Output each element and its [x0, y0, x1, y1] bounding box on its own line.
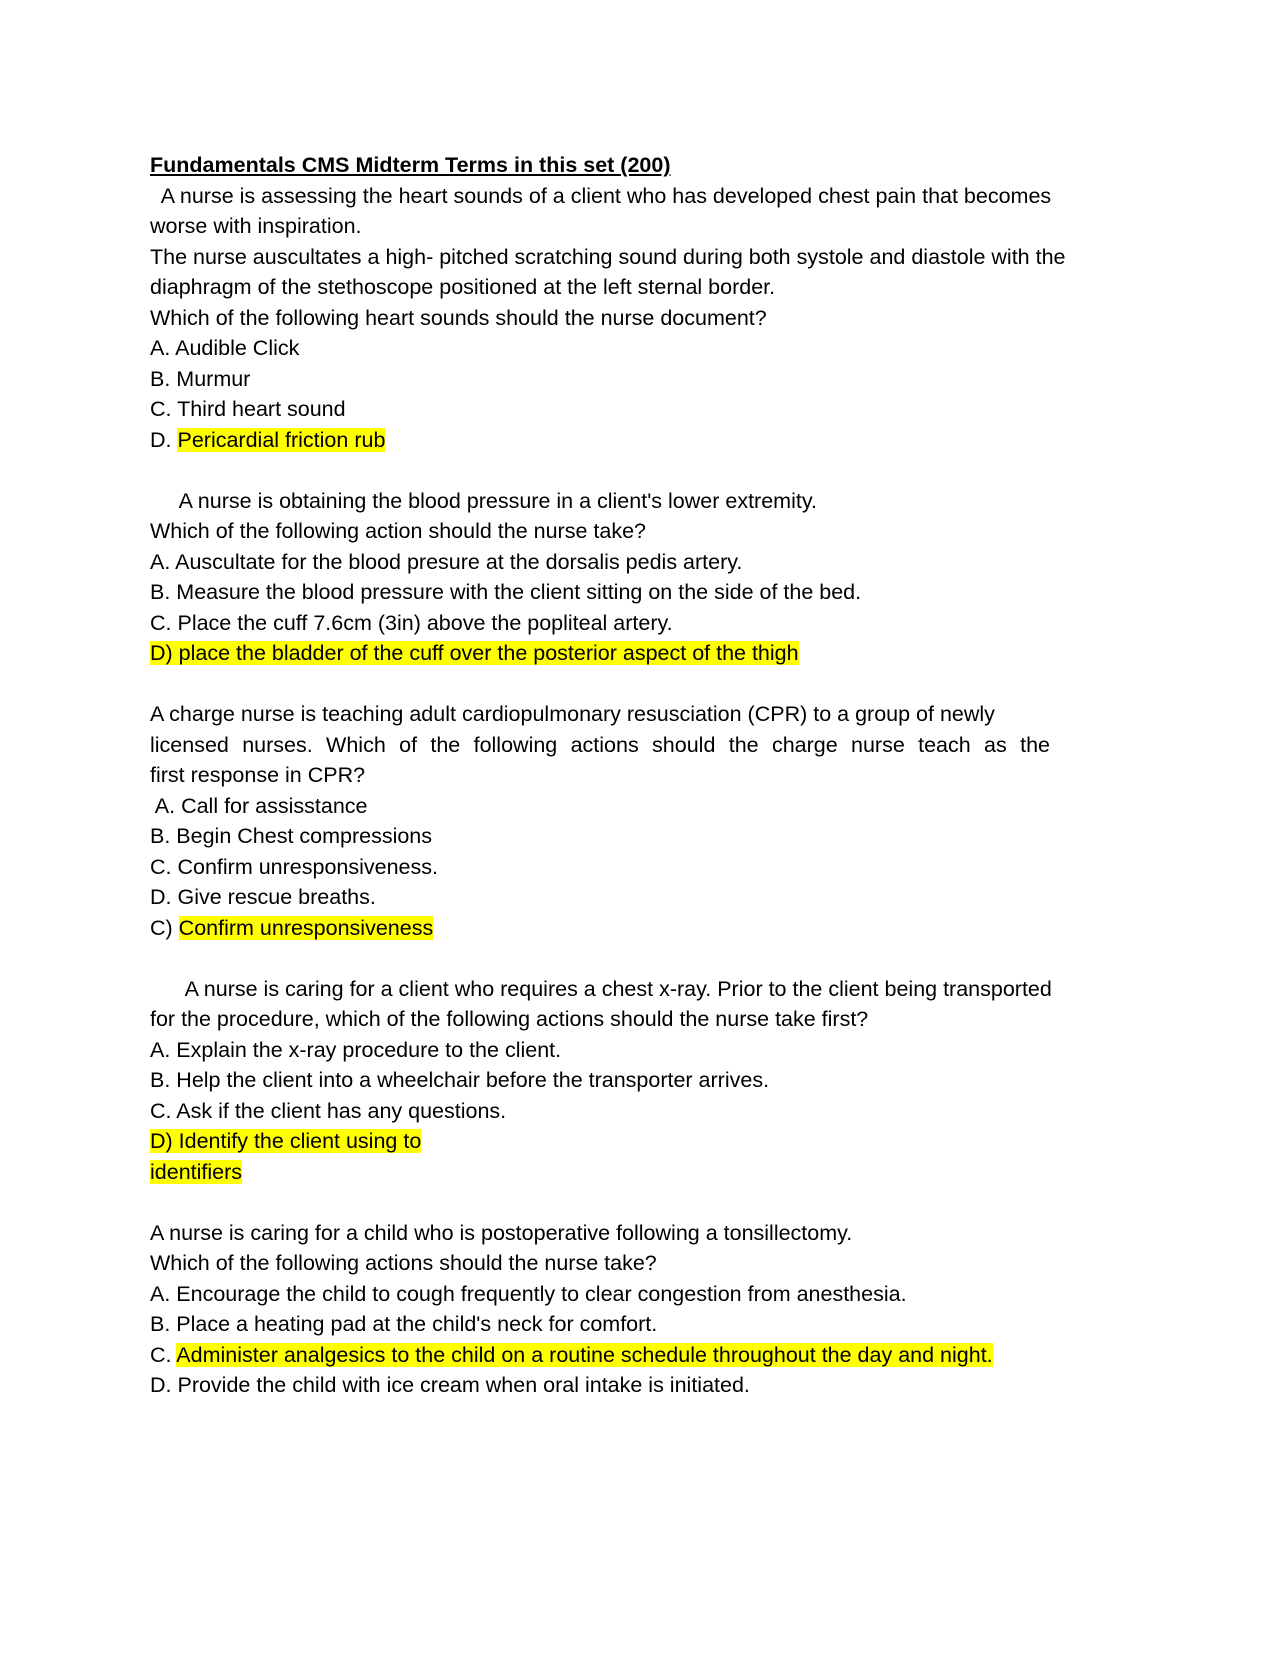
q4-answer-line-1 [150, 1126, 1150, 1157]
q3-answer-line [150, 913, 1150, 944]
q4-option-a: A. Explain the x-ray procedure to the client. [150, 1037, 562, 1062]
spacer [150, 669, 1150, 700]
question-1 [150, 181, 1150, 456]
q2-stem-line-2: Which of the following action should the nurse take? [150, 519, 646, 543]
q5-option-b: B. Place a heating pad at the child's neck for comfort. [150, 1312, 658, 1336]
question-2 [150, 486, 1150, 669]
q4-answer-highlight-1: D) Identify the client using to [150, 1129, 422, 1153]
q4-answer-highlight-2: identifiers [150, 1159, 243, 1184]
q3-stem-line-3: first response in CPR? [150, 763, 366, 787]
q4-option-b: B. Help the client into a wheelchair before the transporter arrives. [150, 1068, 770, 1092]
q5-stem-line-1: A nurse is caring for a child who is postoperative following a tonsillectomy. [150, 1220, 853, 1245]
q1-stem-line-1: A nurse is assessing the heart sounds of a client who has developed chest pain that becomes [150, 183, 1052, 208]
q1-option-c: C. Third heart sound [150, 397, 346, 421]
q3-option-b: B. Begin Chest compressions [150, 824, 433, 848]
q2-option-a: A. Auscultate for the blood presure at the dorsalis pedis artery. [150, 549, 743, 574]
q2-option-c: C. Place the cuff 7.6cm (3in) above the popliteal artery. [150, 610, 673, 635]
q3-option-a: A. Call for assisstance [150, 793, 368, 818]
q1-stem-line-4: diaphragm of the stethoscope positioned at the left sternal border. [150, 275, 776, 299]
q5-option-c-prefix: C. [150, 1342, 177, 1367]
q1-stem-line-5: Which of the following heart sounds should the nurse document? [150, 305, 767, 330]
q4-stem-line-2: for the procedure, which of the following actions should the nurse take first? [150, 1007, 869, 1031]
q1-option-b: B. Murmur [150, 366, 251, 391]
q1-option-d-prefix: D. [150, 427, 178, 452]
q5-answer-highlight: Administer analgesics to the child on a routine schedule throughout the day and night. [176, 1342, 993, 1367]
q1-option-d [150, 425, 1150, 456]
q3-answer-highlight: Confirm unresponsiveness [178, 915, 434, 940]
question-4 [150, 974, 1150, 1188]
q4-stem-line-1: A nurse is caring for a client who requires a chest x-ray. Prior to the client being transported [150, 976, 1052, 1001]
q1-option-a: A. Audible Click [150, 336, 300, 360]
q2-stem-line-1: A nurse is obtaining the blood pressure in a client's lower extremity. [150, 488, 817, 513]
q3-stem-line-2 [150, 730, 1050, 761]
q5-option-a: A. Encourage the child to cough frequently to clear congestion from anesthesia. [150, 1281, 907, 1306]
q5-option-c [150, 1340, 1150, 1371]
q2-option-b: B. Measure the blood pressure with the client sitting on the side of the bed. [150, 580, 862, 604]
document-title: Fundamentals CMS Midterm Terms in this set (200) [150, 153, 671, 177]
q3-option-d: D. Give rescue breaths. [150, 885, 376, 909]
q2-answer-line [150, 638, 1150, 669]
q2-answer-highlight: D) place the bladder of the cuff over the posterior aspect of the thigh [150, 641, 799, 665]
q1-stem-line-2: worse with inspiration. [150, 214, 362, 238]
question-5 [150, 1218, 1150, 1401]
q5-option-d: D. Provide the child with ice cream when oral intake is initiated. [150, 1373, 750, 1397]
q4-option-c: C. Ask if the client has any questions. [150, 1098, 507, 1123]
q1-stem-line-3: The nurse auscultates a high- pitched scratching sound during both systole and diastole with the [150, 244, 1066, 269]
document-page [150, 150, 1150, 1401]
document-title-line [150, 150, 1150, 181]
spacer [150, 1187, 1150, 1218]
q1-answer-highlight: Pericardial friction rub [177, 427, 386, 452]
q3-answer-prefix: C) [150, 915, 179, 940]
q3-stem-line-2-text: licensed nurses. Which of the following actions should the charge nurse teach as the [150, 732, 1050, 757]
question-3 [150, 699, 1150, 943]
spacer [150, 943, 1150, 974]
q3-stem-line-1: A charge nurse is teaching adult cardiopulmonary resusciation (CPR) to a group of newly [150, 702, 995, 726]
q4-answer-line-2 [150, 1157, 1150, 1188]
spacer [150, 455, 1150, 486]
q3-option-c: C. Confirm unresponsiveness. [150, 854, 438, 879]
q5-stem-line-2: Which of the following actions should the nurse take? [150, 1251, 657, 1275]
